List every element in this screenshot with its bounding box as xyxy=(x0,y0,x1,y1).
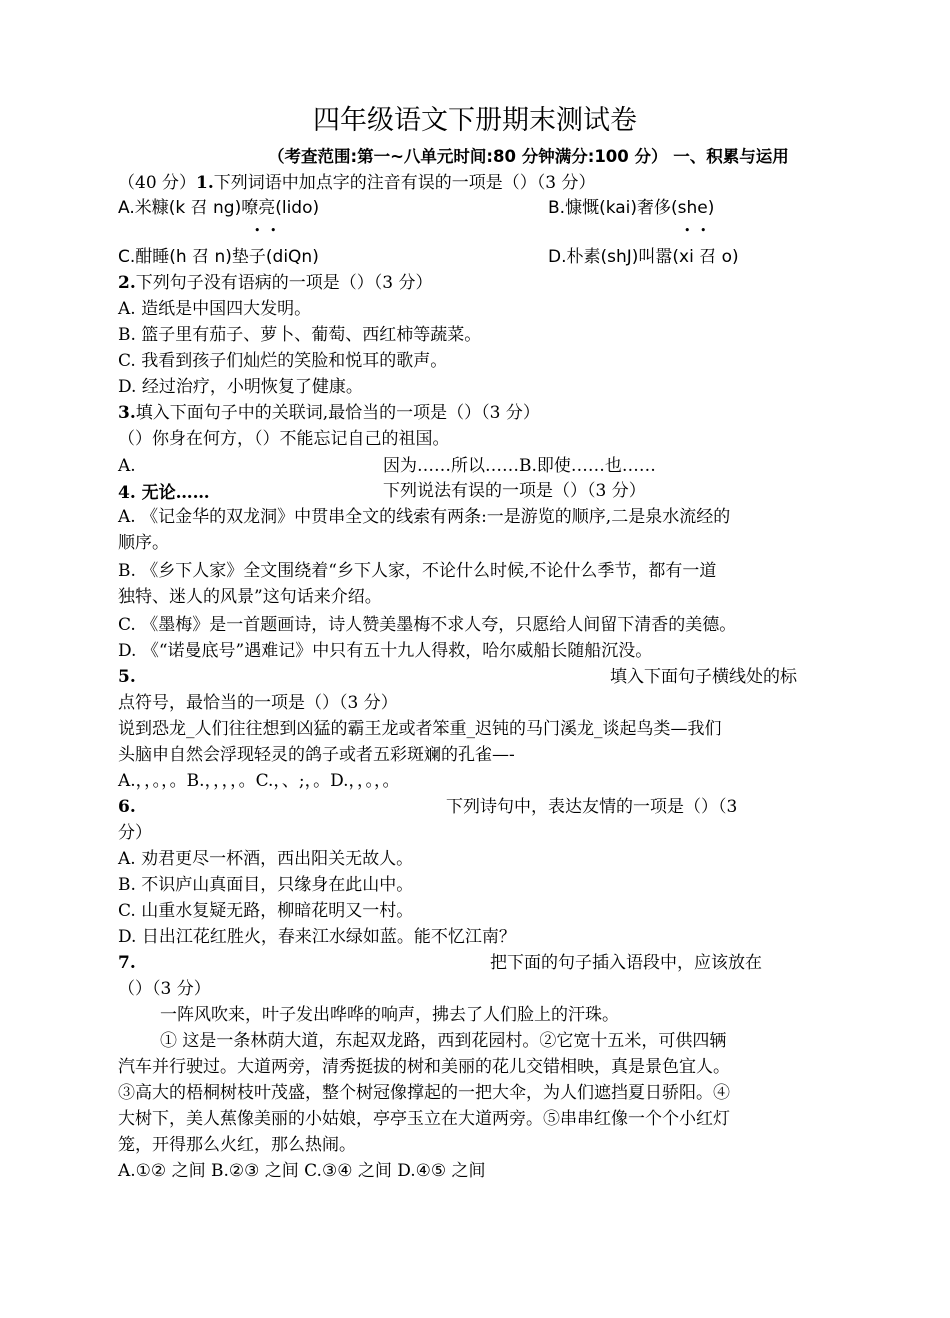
question-7-passage-line4: 大树下，美人蕉像美丽的小姑娘，亭亭玉立在大道两旁。⑤串串红像一个个小红灯 xyxy=(118,1109,730,1129)
question-5-options: A.，，。，。B.，，，，。C.，、;，。D.，，。，。 xyxy=(118,771,400,791)
question-3-option-a-label: A. xyxy=(118,456,136,476)
question-6-option-b: B. 不识庐山真面目，只缘身在此山中。 xyxy=(118,875,414,895)
question-5-stem-line2: 点符号，最恰当的一项是（）（3 分） xyxy=(118,693,398,713)
emphasis-dots-a: • • xyxy=(254,224,280,237)
question-4-option-a-line1: A. 《记金华的双龙洞》中贯串全文的线索有两条:一是游览的顺序,二是泉水流经的 xyxy=(118,507,731,527)
question-3-text: 填入下面句子中的关联词,最恰当的一项是（）（3 分） xyxy=(135,403,540,423)
question-7-number: 7. xyxy=(118,953,136,973)
question-5-stem-right: 填入下面句子横线处的标 xyxy=(610,667,797,687)
question-7-passage-line3: ③高大的梧桐树枝叶茂盛，整个树冠像撑起的一把大伞，为人们遮挡夏日骄阳。④ xyxy=(118,1083,730,1103)
question-1-number: 1. xyxy=(196,173,214,193)
question-1-option-a: A.米糠(k 召 ng)嘹亮(lido) xyxy=(118,198,320,218)
question-7-options: A.①② 之间 B.②③ 之间 C.③④ 之间 D.④⑤ 之间 xyxy=(118,1161,486,1181)
question-3-sentence: （）你身在何方，（）不能忘记自己的祖国。 xyxy=(118,429,450,449)
question-6-option-d: D. 日出江花红胜火，春来江水绿如蓝。能不忆江南？ xyxy=(118,927,516,947)
question-7-passage-line1: ① 这是一条林荫大道，东起双龙路，西到花园村。②它宽十五米，可供四辆 xyxy=(160,1031,727,1051)
question-7-passage-line5: 笼，开得那么火红，那么热闹。 xyxy=(118,1135,356,1155)
question-5-number: 5. xyxy=(118,667,136,687)
question-1-text: 下列词语中加点字的注音有误的一项是（）（3 分） xyxy=(213,173,596,193)
question-6-stem-right: 下列诗句中，表达友情的一项是（）（3 xyxy=(446,797,738,817)
question-1-stem xyxy=(118,172,596,194)
question-2-option-d: D. 经过治疗，小明恢复了健康。 xyxy=(118,377,363,397)
question-5-sentence-line1: 说到恐龙_人们往往想到凶猛的霸王龙或者笨重_迟钝的马门溪龙_谈起鸟类—我们 xyxy=(118,719,722,739)
emphasis-dots-b: • • xyxy=(684,224,710,237)
question-3-number: 3. xyxy=(118,403,136,423)
question-3-stem xyxy=(118,402,540,424)
question-4-option-a-line2: 顺序。 xyxy=(118,533,169,553)
question-3-options: 因为……所以……B.即使……也…… xyxy=(383,456,656,476)
question-1-option-b: B.慷慨(kai)奢侈(she) xyxy=(548,198,715,218)
question-6-option-c: C. 山重水复疑无路，柳暗花明又一村。 xyxy=(118,901,414,921)
question-2-option-a: A. 造纸是中国四大发明。 xyxy=(118,299,312,319)
question-4-option-d: D. 《“诺曼底号”遇难记》中只有五十九人得救，哈尔威船长随船沉没。 xyxy=(118,641,653,661)
question-6-stem-line2: 分） xyxy=(118,823,152,843)
question-2-text: 下列句子没有语病的一项是（）（3 分） xyxy=(135,273,433,293)
question-4-stem: 下列说法有误的一项是（）（3 分） xyxy=(383,481,646,501)
question-7-stem-line2: （）（3 分） xyxy=(118,979,211,999)
question-2-number: 2. xyxy=(118,273,136,293)
question-4-option-b-line2: 独特、迷人的风景”这句话来介绍。 xyxy=(118,587,382,607)
page-title: 四年级语文下册期末测试卷 xyxy=(313,105,637,136)
question-2-option-c: C. 我看到孩子们灿烂的笑脸和悦耳的歌声。 xyxy=(118,351,448,371)
question-5-sentence-line2: 头脑申自然会浮现轻灵的鸽子或者五彩斑斓的孔雀—- xyxy=(118,745,515,765)
question-3-overlap-left: 4. 无论…… xyxy=(118,483,210,503)
question-4-option-b-line1: B. 《乡下人家》全文围绕着“乡下人家，不论什么时候,不论什么季节，都有一道 xyxy=(118,561,717,581)
question-4-option-c: C. 《墨梅》是一首题画诗，诗人赞美墨梅不求人夸，只愿给人间留下清香的美德。 xyxy=(118,615,737,635)
question-6-number: 6. xyxy=(118,797,136,817)
question-2-option-b: B. 篮子里有茄子、萝卜、葡萄、西红柿等蔬菜。 xyxy=(118,325,482,345)
question-6-option-a: A. 劝君更尽一杯酒，西出阳关无故人。 xyxy=(118,849,414,869)
question-7-insert-sentence: 一阵风吹来，叶子发出哗哗的响声，拂去了人们脸上的汗珠。 xyxy=(160,1005,619,1025)
question-2-stem xyxy=(118,272,432,294)
question-7-passage-line2: 汽车并行驶过。大道两旁，清秀挺拔的树和美丽的花儿交错相映，真是景色宜人。 xyxy=(118,1057,730,1077)
question-7-stem-right: 把下面的句子插入语段中，应该放在 xyxy=(490,953,762,973)
question-1-option-c: C.酣睡(h 召 n)垫子(diQn) xyxy=(118,247,319,267)
exam-header-line: （考查范围:第一~八单元时间:80 分钟满分:100 分） 一、积累与运用 xyxy=(268,147,789,166)
question-1-option-d: D.朴素(shJ)叫嚣(xi 召 o) xyxy=(548,247,739,267)
section-1-tail: （40 分） xyxy=(118,173,197,193)
